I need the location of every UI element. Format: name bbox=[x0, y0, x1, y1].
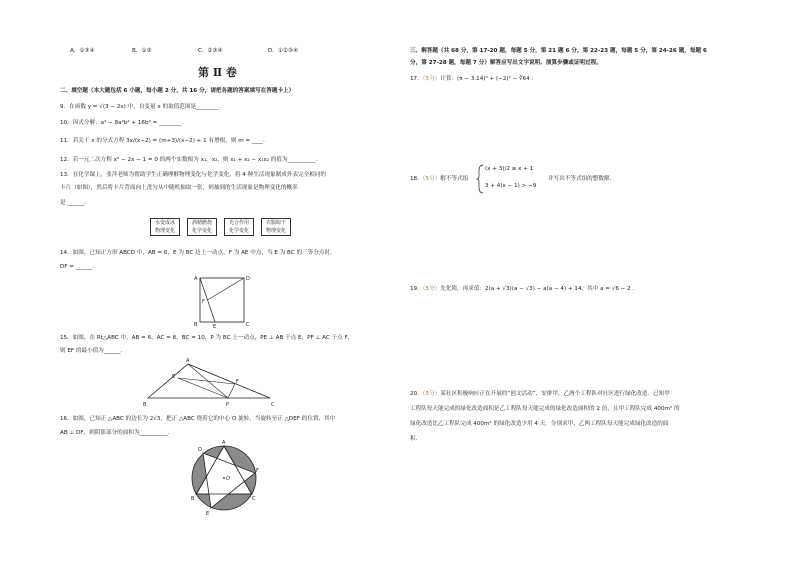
score-label: （5分） bbox=[422, 76, 441, 82]
question-14-line1: 14．如图，已知正方形 ABCD 中，AB = 6，E 为 BC 边上一动点，F 为 AE 中点，当 E 为 BC 的三等分点时， bbox=[60, 250, 336, 256]
question-11: 11．若关于 x 的分式方程 3x/(x−2) = (m+3)/(x−2) + 1 有增根，则 m = ____． bbox=[60, 138, 269, 144]
square-figure bbox=[190, 272, 258, 330]
label-f: F bbox=[256, 468, 259, 474]
label-e: E bbox=[172, 374, 176, 380]
question-10: 10．因式分解：a⁴ − 8a²b² + 16b⁴ = ________． bbox=[60, 120, 187, 126]
question-18 bbox=[410, 176, 468, 183]
question-number: 17． bbox=[410, 76, 423, 82]
card-alcohol bbox=[187, 218, 217, 236]
label-b: B bbox=[194, 322, 198, 328]
label-a: A bbox=[222, 440, 226, 446]
question-13-line1: 13．在化学课上，张萍老师为帮助学生正确理解物理变化与化学变化，将 4 种生活现象制成外表完全相同的 bbox=[60, 172, 326, 178]
label-p: P bbox=[226, 402, 230, 408]
label-o: O bbox=[226, 476, 230, 482]
choice-c: C．②③④ bbox=[198, 48, 223, 54]
question-text: 某社区积极响应正在开展的“创文活动”，安排甲、乙两个工程队对社区进行绿化改造．已知甲 bbox=[440, 391, 670, 397]
question-15-line2: 则 EF 的最小值为______． bbox=[60, 348, 127, 354]
card-label: 酒精燃烧 bbox=[191, 220, 212, 226]
section2-header: 二、填空题（本大题包括 6 小题，每小题 2 分，共 16 分，请把各题的答案填写在答题卡上） bbox=[60, 88, 295, 94]
label-d: D bbox=[198, 447, 202, 453]
label-c: C bbox=[246, 322, 250, 328]
card-label: 光合作用 bbox=[228, 220, 249, 226]
question-14-line2: DF = ______． bbox=[60, 264, 99, 270]
question-number: 20． bbox=[410, 391, 423, 397]
question-20-line4: 积． bbox=[410, 436, 422, 442]
question-13-line3: 是 ______． bbox=[60, 200, 90, 206]
label-a: A bbox=[186, 358, 190, 364]
choice-b: B．①③ bbox=[132, 48, 152, 54]
label-c: C bbox=[271, 402, 275, 408]
card-label: 物理变化 bbox=[265, 228, 286, 234]
question-19 bbox=[410, 286, 638, 293]
section2-title: 第 Ⅱ 卷 bbox=[198, 66, 237, 79]
question-text: 先化简，再求值：2(a + √3)(a − √3) − a(a − 4) + 14，其中 a = √6 − 2 ． bbox=[440, 286, 639, 292]
label-f: F bbox=[202, 299, 205, 305]
label-d: D bbox=[246, 276, 250, 282]
label-e: E bbox=[213, 324, 217, 330]
question-9: 9．在函数 y = √(3 − 2x) 中，自变量 x 的取值范围是________． bbox=[60, 104, 225, 110]
question-12: 12．若一元二次方程 x² − 2x − 1 = 0 的两个实数根为 x₁，x₂，则 x₁ + x₂ − x₁x₂ 的值为__________． bbox=[60, 157, 322, 163]
inequality-1: (x + 3)/2 ≥ x + 1 bbox=[485, 166, 534, 172]
label-a: A bbox=[194, 276, 198, 282]
label-f: F bbox=[236, 379, 239, 385]
card-label: 水变成冰 bbox=[154, 220, 175, 226]
question-15-line1: 15．如图，在 Rt△ABC 中，AB = 6，AC = 8，BC = 10，P 为 BC 上一动点，PE ⊥ AB 于点 E，PF ⊥ AC 于点 F， bbox=[60, 335, 354, 341]
question-20-line2: 工程队每天能完成的绿化改造面积是乙工程队每天能完成的绿化改造面积的 2 倍，且甲工程队完成 400m² 的 bbox=[410, 406, 680, 412]
label-c: C bbox=[252, 496, 256, 502]
question-13-line2: 卡片（如图），然后将卡片背面向上洗匀从中随机抽取一张，则抽到的生活现象是物理变化的概率 bbox=[60, 185, 298, 191]
question-17 bbox=[410, 76, 537, 83]
question-number: 18． bbox=[410, 176, 423, 182]
card-photosynthesis bbox=[224, 218, 254, 236]
choice-d: D．①②③④ bbox=[268, 48, 298, 54]
brace-icon bbox=[476, 164, 484, 194]
label-b: B bbox=[143, 402, 147, 408]
question-20-line1 bbox=[410, 391, 670, 398]
question-text: 计算：(π − 3.14)⁰ + (−2)² − ∛64 ． bbox=[440, 76, 538, 82]
question-text: 解不等式组 bbox=[440, 176, 469, 182]
triangle-figure bbox=[140, 356, 280, 408]
card-clothes bbox=[261, 218, 291, 236]
card-label: 衣服晾干 bbox=[265, 220, 286, 226]
card-label: 物理变化 bbox=[154, 228, 175, 234]
score-label: （5分） bbox=[422, 391, 441, 397]
card-water-ice bbox=[150, 218, 180, 236]
score-label: （5分） bbox=[422, 286, 441, 292]
inequality-2: 3 + 4(x − 1) > −9 bbox=[485, 183, 537, 189]
question-16-line1: 16．如图，已知正 △ABC 的边长为 2√3，把正 △ABC 绕着它的中心 O 旋转，当旋转至正 △DEF 的位置，其中 bbox=[60, 416, 336, 422]
score-label: （5分） bbox=[422, 176, 441, 182]
section3-header-line2: 分，第 27-28 题，每题 7 分）解答应写出文字说明、演算步骤或证明过程。 bbox=[410, 60, 602, 66]
question-number: 19． bbox=[410, 286, 423, 292]
choice-a: A．①③④ bbox=[70, 48, 95, 54]
label-b: B bbox=[191, 496, 195, 502]
question-20-line3: 绿化改造比乙工程队完成 400m² 的绿化改造少用 4 天．分别求甲、乙两工程队每天能完成绿化改造的面 bbox=[410, 421, 669, 427]
circle-triangles-figure bbox=[184, 440, 264, 516]
label-e: E bbox=[206, 511, 210, 516]
card-label: 化学变化 bbox=[228, 228, 249, 234]
question-18-tail: 并写出不等式组的整数解． bbox=[548, 176, 616, 182]
card-label: 化学变化 bbox=[191, 228, 212, 234]
section3-header-line1: 三、解答题（共 68 分，第 17-20 题，每题 5 分，第 21 题 6 分，第 22-23 题，每题 5 分，第 24-26 题，每题 6 bbox=[410, 48, 707, 54]
question-16-line2: AB ⊥ DF，则阴影部分的面积为__________． bbox=[60, 430, 174, 436]
